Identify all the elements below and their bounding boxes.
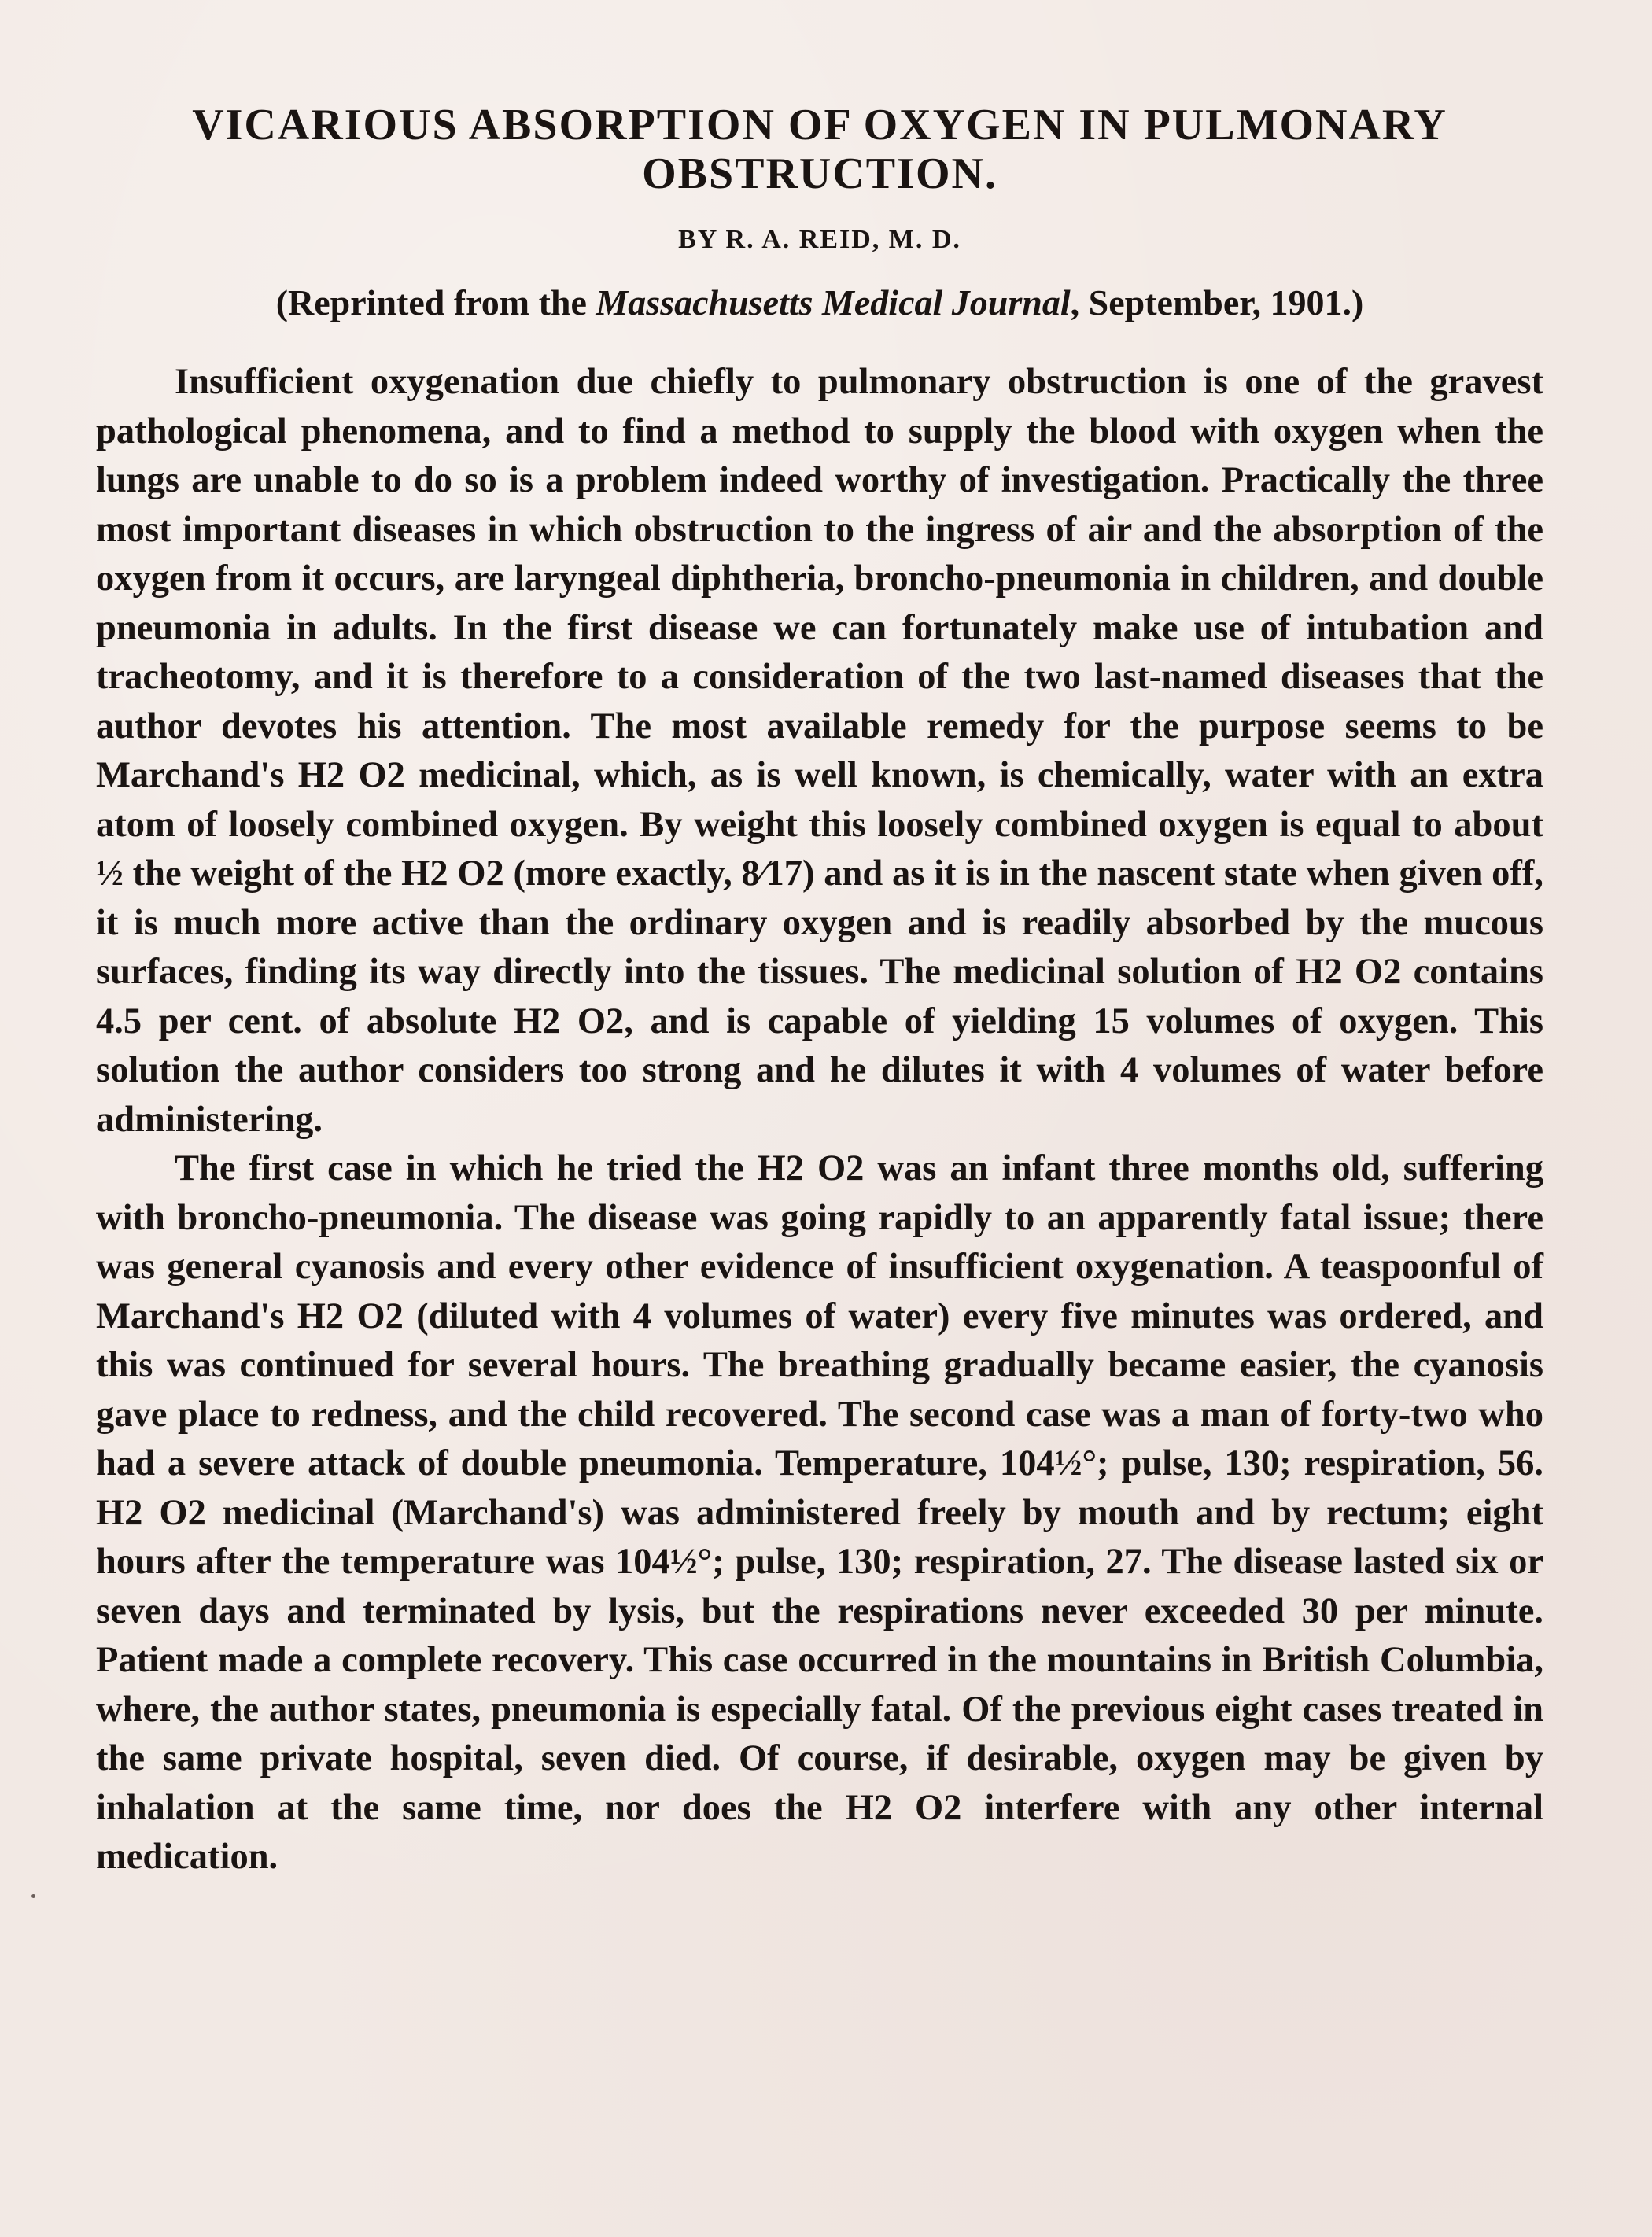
reprint-suffix: , September, 1901.) (1070, 282, 1364, 322)
journal-name: Massachusetts Medical Journal (596, 282, 1071, 322)
byline: BY R. A. REID, M. D. (678, 225, 961, 254)
reprint-note (96, 282, 1543, 323)
speck (31, 1894, 35, 1898)
article-body (96, 358, 1543, 1882)
article-title: VICARIOUS ABSORPTION OF OXYGEN IN PULMONARY OBSTRUCTION. (192, 101, 1447, 198)
article (96, 101, 1543, 1882)
paragraph: Insufficient oxygenation due chiefly to pulmonary obstruction is one of the gravest pathological phenomena, and to find a method to supply the blood with oxygen when the lungs are unable to do so is a problem indeed worthy of investigation. Practically the three most important diseases in which obstruction to the ingress of air and the absorption of the oxygen from it occurs, are laryngeal diphtheria, broncho-pneumonia in children, and double pneumonia in adults. In the first disease we can fortunately make use of intubation and tracheotomy, and it is therefore to a consideration of the two last-named diseases that the author devotes his attention. The most available remedy for the purpose seems to be Marchand's H2 O2 medicinal, which, as is well known, is chemically, water with an extra atom of loosely combined oxygen. By weight this loosely combined oxygen is equal to about ½ the weight of the H2 O2 (more exactly, 8⁄17) and as it is in the nascent state when given off, it is much more active than the ordinary oxygen and is readily absorbed by the mucous surfaces, finding its way directly into the tissues. The medicinal solution of H2 O2 contains 4.5 per cent. of absolute H2 O2, and is capable of yielding 15 volumes of oxygen. This solution the author considers too strong and he dilutes it with 4 volumes of water before administering. (96, 362, 1543, 1140)
paragraph: The first case in which he tried the H2 O2 was an infant three months old, suffering with broncho-pneumonia. The disease was going rapidly to an apparently fatal issue; there was general cyanosis and every other evidence of insufficient oxygenation. A teaspoonful of Marchand's H2 O2 (diluted with 4 volumes of water) every five minutes was ordered, and this was continued for several hours. The breathing gradually became easier, the cyanosis gave place to redness, and the child recovered. The second case was a man of forty-two who had a severe attack of double pneumonia. Temperature, 104½°; pulse, 130; respiration, 56. H2 O2 medicinal (Marchand's) was administered freely by mouth and by rectum; eight hours after the temperature was 104½°; pulse, 130; respiration, 27. The disease lasted six or seven days and terminated by lysis, but the respirations never exceeded 30 per minute. Patient made a complete recovery. This case occurred in the mountains in British Columbia, where, the author states, pneumonia is especially fatal. Of the previous eight cases treated in the same private hospital, seven died. Of course, if desirable, oxygen may be given by inhalation at the same time, nor does the H2 O2 interfere with any other internal medication. (96, 1148, 1543, 1877)
reprint-prefix: (Reprinted from the (275, 282, 596, 322)
